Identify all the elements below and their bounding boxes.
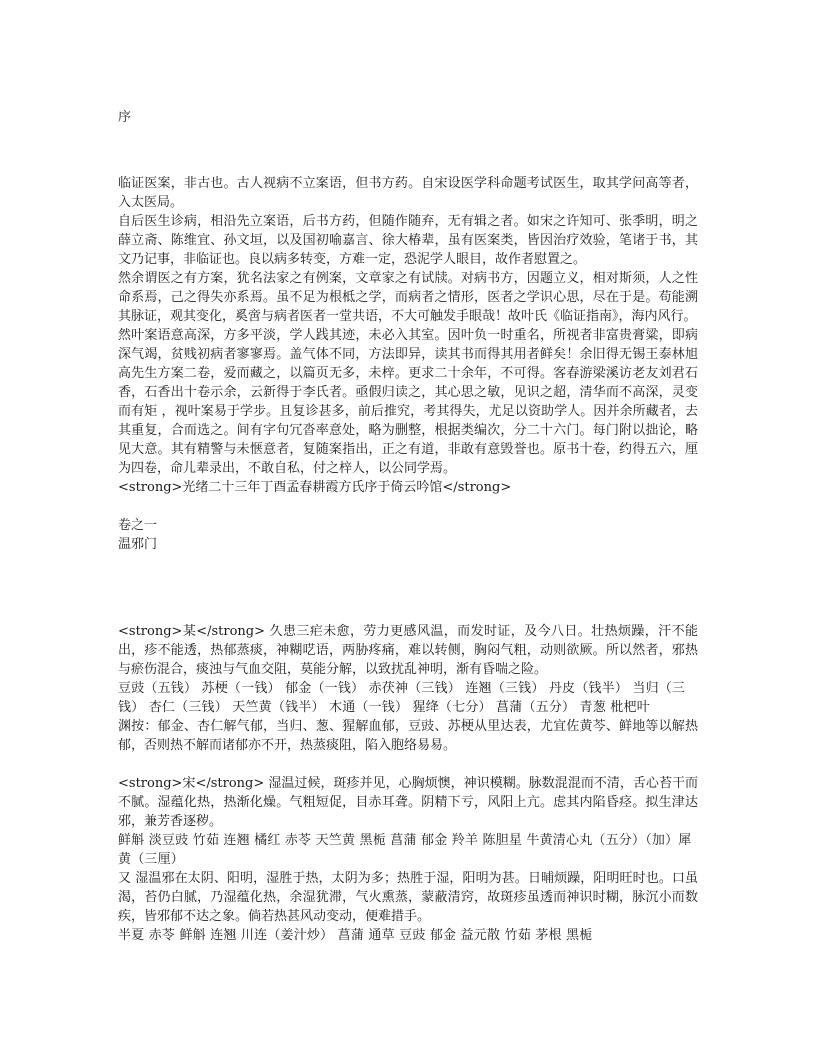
preface-paragraph: 临证医案，非古也。古人视病不立案语，但书方药。自宋设医学科命题考试医生，取其学问高等者，入太医局。: [118, 176, 698, 210]
spacer: [118, 755, 698, 774]
volume-title: 卷之一: [118, 518, 158, 533]
spacer: [118, 497, 698, 516]
spacer: [118, 554, 698, 622]
spacer: [118, 127, 698, 174]
document-page: [118, 108, 698, 945]
section-title: 温邪门: [118, 537, 158, 552]
herb-list: 鲜斛 淡豆豉 竹茹 连翘 橘红 赤苓 天竺黄 黑栀 菖蒲 郁金 羚羊 陈胆星 牛黄清心丸（五分）（加）犀黄（三厘）: [118, 833, 692, 867]
case-note: 渊按：郁金、杏仁解气郁，当归、葱、猩解血郁，豆豉、苏梗从里达表，尤宜佐黄芩、鲜地等以解热郁，否则热不解而诸郁亦不开，热蒸痰阻，陷入胞络易易。: [118, 719, 698, 753]
preface-paragraph: 然叶案语意高深，方多平淡，学人践其迹，未必入其室。因叶负一时重名，所视者非富贵膏粱，即病深气竭，贫贱初病者寥寥焉。盖气体不同，方法即异，读其书而得其用者鲜矣！余旧得无锡王泰林旭高先生方案二卷，爱而藏之，以篇页无多，未梓。更求二十余年，不可得。客春游梁溪访老友刘君石香，石香出十卷示余，云新得于李氏者。亟假归读之，其心思之敏，见识之超，清华而不高深，灵变而有矩 ，视叶案易于学步。且复诊甚多，前后推究，考其得失，尤足以资助学人。因并余所藏者，去其重复，合而选之。间有字句冗沓率意处，略为删整，根据类编次，分二十六门。每门附以拙论，略见大意。其有精警与未惬意者，复随案指出，正之有道，非敢有意毁誉也。原书十卷，约得五六，厘为四卷，命儿辈录出，不敢自私，付之梓人，以公同学焉。: [118, 328, 698, 476]
preface-title: 序: [118, 110, 132, 125]
case-followup: 又 湿温邪在太阴、阳明，湿胜于热，太阴为多；热胜于湿，阳明为甚。日晡烦躁，阳明旺时也。口虽渴，苔仍白腻，乃湿蕴化热，余湿犹滞，气火熏蒸，蒙蔽清窍，故斑疹虽透而神识时糊，脉沉小而数疾，皆邪郁不达之象。倘若热甚风动变动，便难措手。: [118, 871, 698, 924]
herb-list: 半夏 赤苓 鲜斛 连翘 川连（姜汁炒） 菖蒲 通草 豆豉 郁金 益元散 竹茹 茅根 黑栀: [118, 928, 593, 943]
herb-list: 豆豉（五钱） 苏梗（一钱） 郁金（一钱） 赤茯神（三钱） 连翘（三钱） 丹皮（钱半） 当归（三钱） 杏仁（三钱） 天竺黄（钱半） 木通（一钱） 猩绛（七分） 菖蒲（五分） 青葱 枇杷叶: [118, 681, 686, 715]
preface-paragraph: 然余谓医之有方案，犹名法家之有例案，文章家之有试牍。对病书方，因题立义，相对斯须，人之性命系焉，己之得失亦系焉。虽不足为根柢之学，而病者之情形，医者之学识心思，尽在于是。苟能溯其脉证，观其变化，奚啻与病者医者一堂共语，不大可触发手眼哉！故叶氏《临证指南》，海内风行。: [118, 271, 698, 324]
preface-signature: <strong>光绪二十三年丁酉孟春耕霞方氏序于倚云吟馆</strong>: [118, 480, 512, 495]
case-intro: <strong>宋</strong> 湿温过候，斑疹并见，心胸烦懊，神识模糊。脉数混混而不清，舌心苔干而不腻。湿蕴化热，热渐化燥。气粗短促，目赤耳聋。阴精下亏，风阳上亢。虑其内陷昏痉。拟生津达邪，兼芳香逐秽。: [118, 776, 698, 829]
case-intro: <strong>某</strong> 久患三疟未愈，劳力更感风温，而发时证，及今八日。壮热烦躁，汗不能出，疹不能透，热郁蒸痰，神糊呓语，两胁疼痛，难以转侧，胸闷气粗，动则欲厥。所以然者，邪热与瘀伤混合，痰浊与气血交阻，莫能分解，以致扰乱神明，渐有昏喘之险。: [118, 624, 698, 677]
preface-paragraph: 自后医生诊病，相沿先立案语，后书方药，但随作随弃，无有辑之者。如宋之许知可、张季明，明之薛立斋、陈维宜、孙文垣，以及国初喻嘉言、徐大椿辈，虽有医案类，皆因治疗效验，笔诸于书，其文乃记事，非临证也。良以病多转变，方难一定，恐泥学人眼目，故作者慰置之。: [118, 214, 698, 267]
